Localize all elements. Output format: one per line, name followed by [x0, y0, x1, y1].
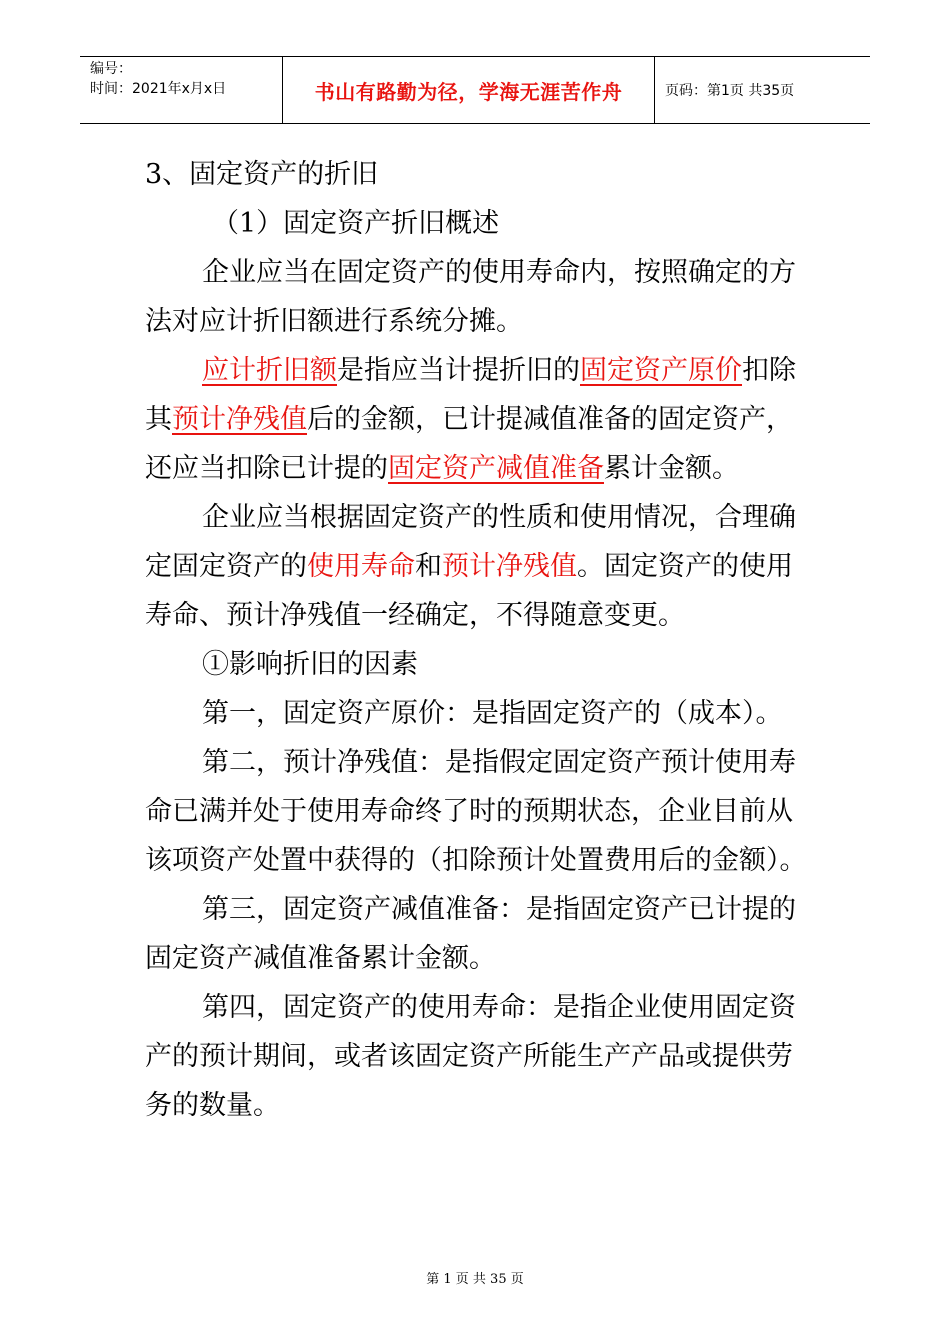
- text-span: 扣除其: [145, 355, 796, 435]
- text-span: 累计金额。: [604, 453, 739, 484]
- factor-1: 第一，固定资产原价：是指固定资产的（成本）。: [202, 698, 783, 729]
- term-impairment-provision: 固定资产减值准备: [388, 453, 604, 484]
- header-meta: [80, 57, 282, 123]
- term-useful-life: 使用寿命: [307, 551, 415, 582]
- term-residual-value: 预计净残值: [172, 404, 307, 435]
- text-span: 后的金额，已计提减值准备的固定资产，还应当扣除已计提的: [145, 404, 793, 484]
- factor-2: 第二，预计净残值：是指假定固定资产预计使用寿命已满并处于使用寿命终了时的预期状态，企业目前从该项资产处置中获得的（扣除预计处置费用后的金额）。: [145, 747, 807, 876]
- text-span: 是指应当计提折旧的: [337, 355, 580, 386]
- paragraph-useful-life: [145, 493, 810, 640]
- text-span: 。固定资产的使用寿命、预计净残值一经确定，不得随意变更。: [145, 551, 793, 631]
- term-depreciable-amount: 应计折旧额: [202, 355, 337, 386]
- serial-label: 编号：: [90, 61, 132, 77]
- factors-heading: ①影响折旧的因素: [202, 649, 418, 680]
- text-span: 和: [415, 551, 442, 582]
- document-body: [145, 150, 810, 1130]
- subsection-heading: （1）固定资产折旧概述: [212, 208, 500, 239]
- date-line: 时间：2021年x月x日: [90, 81, 227, 97]
- text-span: 企业应当根据固定资产的性质和使用情况，合理确定固定资产的: [145, 502, 796, 582]
- paragraph-overview: 企业应当在固定资产的使用寿命内，按照确定的方法对应计折旧额进行系统分摊。: [145, 257, 796, 337]
- page-header: [80, 56, 870, 124]
- term-original-cost: 固定资产原价: [580, 355, 742, 386]
- factor-4: 第四，固定资产的使用寿命：是指企业使用固定资产的预计期间，或者该固定资产所能生产产品或提供劳务的数量。: [145, 992, 796, 1121]
- section-heading: 3、固定资产的折旧: [145, 159, 379, 190]
- header-page-info: 页码：第1页 共35页: [665, 83, 795, 99]
- term-residual-value-2: 预计净残值: [442, 551, 577, 582]
- factor-3: 第三，固定资产减值准备：是指固定资产已计提的固定资产减值准备累计金额。: [145, 894, 796, 974]
- page-footer: 第 1 页 共 35 页: [426, 1272, 524, 1287]
- paragraph-depreciable-amount: [145, 346, 810, 493]
- header-motto: 书山有路勤为径，学海无涯苦作舟: [282, 57, 655, 123]
